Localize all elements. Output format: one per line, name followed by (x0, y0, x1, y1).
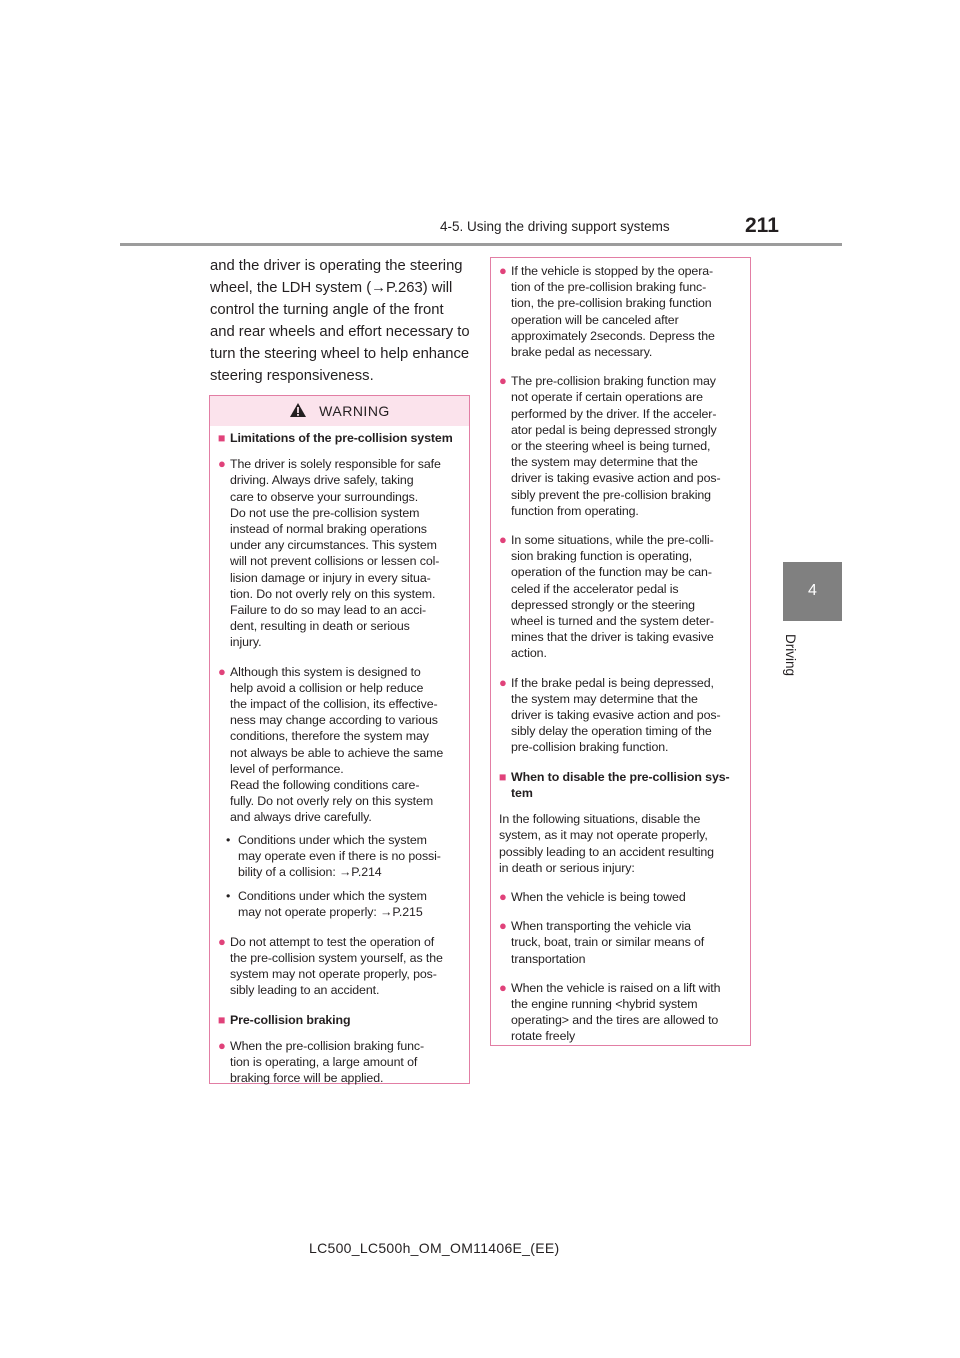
list-item: ● If the brake pedal is being depressed, the system may determine that the driver is taking evasive action and pos- sibly delay the operation timing of the pre-collision braking function. (499, 674, 721, 755)
circle-bullet-icon: ● (218, 456, 226, 472)
heading-pre-collision-braking: ■ Pre-collision braking (218, 1012, 351, 1027)
square-bullet-icon: ■ (218, 1012, 226, 1027)
warning-triangle-icon (289, 402, 307, 418)
sub-item: • Conditions under which the system may not operate properly: →P.215 (226, 889, 427, 920)
warning-left-content (210, 426, 469, 1103)
header-rule (120, 243, 842, 246)
chapter-label: Driving (783, 634, 798, 677)
chapter-tab (783, 562, 842, 621)
circle-bullet-icon: ● (218, 663, 226, 679)
heading-limitations: ■ Limitations of the pre-collision system (218, 431, 453, 445)
list-item: ● In some situations, while the pre-colli- sion braking function is operating, operation of the function may be can- celed if the accelerator pedal is depressed strongly or the steering wheel is turned and the system deter- mines that the driver is taking evasive action. (499, 532, 714, 661)
circle-bullet-icon: ● (499, 532, 507, 548)
list-item: ● The driver is solely responsible for safe driving. Always drive safely, taking care to observe your surroundings. Do not use the pre-collision system instead of normal braking operations under any circumstances. This system will not prevent collisions or lessen col- lision damage or injury in every situa- tion. Do not overly rely on this system. Failure to do so may lead to an acci- dent, resulting in death or serious injury. (218, 456, 441, 650)
list-item: ● When the pre-collision braking func- tion is operating, a large amount of braking force will be applied. (218, 1037, 425, 1086)
circle-bullet-icon: ● (218, 1037, 226, 1053)
circle-bullet-icon: ● (499, 979, 507, 995)
intro-paragraph: and the driver is operating the steering wheel, the LDH system (→P.263) will control the turning angle of the front and rear wheels and effort necessary to turn the steering wheel to help enhance steering responsiveness. (210, 258, 470, 384)
heading-when-to-disable: ■ When to disable the pre-collision sys- tem (499, 769, 730, 800)
section-title: 4-5. Using the driving support systems (440, 219, 670, 234)
list-item: ● If the vehicle is stopped by the opera- tion of the pre-collision braking func- tion, the pre-collision braking function operation will be canceled after approximately 2seconds. Depress the brake pedal as necessary. (499, 263, 715, 360)
sub-item: • Conditions under which the system may operate even if there is no possi- bility of a collision: →P.214 (226, 832, 441, 880)
list-item: ● Do not attempt to test the operation of the pre-collision system yourself, as the system may not operate properly, pos- sibly leading to an accident. (218, 933, 443, 998)
list-item: ● When the vehicle is raised on a lift with the engine running <hybrid system operating> and the tires are allowed to rotate freely (499, 979, 721, 1044)
circle-bullet-icon: ● (499, 888, 507, 904)
square-bullet-icon: ■ (218, 431, 226, 445)
disable-intro-paragraph: In the following situations, disable the system, as it may not operate properly, possibly leading to an accident resulting in death or serious injury: (499, 812, 714, 875)
warning-box-right (490, 257, 751, 1046)
footer-code: LC500_LC500h_OM_OM11406E_(EE) (309, 1240, 560, 1256)
list-item: ● When transporting the vehicle via truck, boat, train or similar means of transportation (499, 918, 705, 966)
circle-bullet-icon: ● (218, 933, 226, 949)
warning-box-left (209, 395, 470, 1084)
circle-bullet-icon: ● (499, 263, 507, 278)
circle-bullet-icon: ● (499, 918, 507, 934)
list-item: ● When the vehicle is being towed (499, 888, 686, 904)
square-bullet-icon: ■ (499, 769, 507, 784)
list-item: ● Although this system is designed to help avoid a collision or help reduce the impact of the collision, its effective- ness may change according to various conditions, therefore the system may not always be able to achieve the same level of performance. Read the following conditions care- fully. Do not overly rely on this system and always drive carefully. (218, 663, 444, 825)
list-item: ● The pre-collision braking function may not operate if certain operations are performed by the driver. If the acceler- ator pedal is being depressed strongly or the steering wheel is being turned, the system may determine that the driver is taking evasive action and pos- sibly prevent the pre-collision braking function from operating. (499, 373, 721, 518)
chapter-number: 4 (808, 582, 817, 599)
circle-bullet-icon: ● (499, 373, 507, 389)
warning-header (210, 396, 469, 426)
warning-right-content (491, 258, 750, 1062)
page-number: 211 (745, 214, 779, 237)
circle-bullet-icon: ● (499, 674, 507, 690)
warning-title: WARNING (319, 403, 390, 419)
